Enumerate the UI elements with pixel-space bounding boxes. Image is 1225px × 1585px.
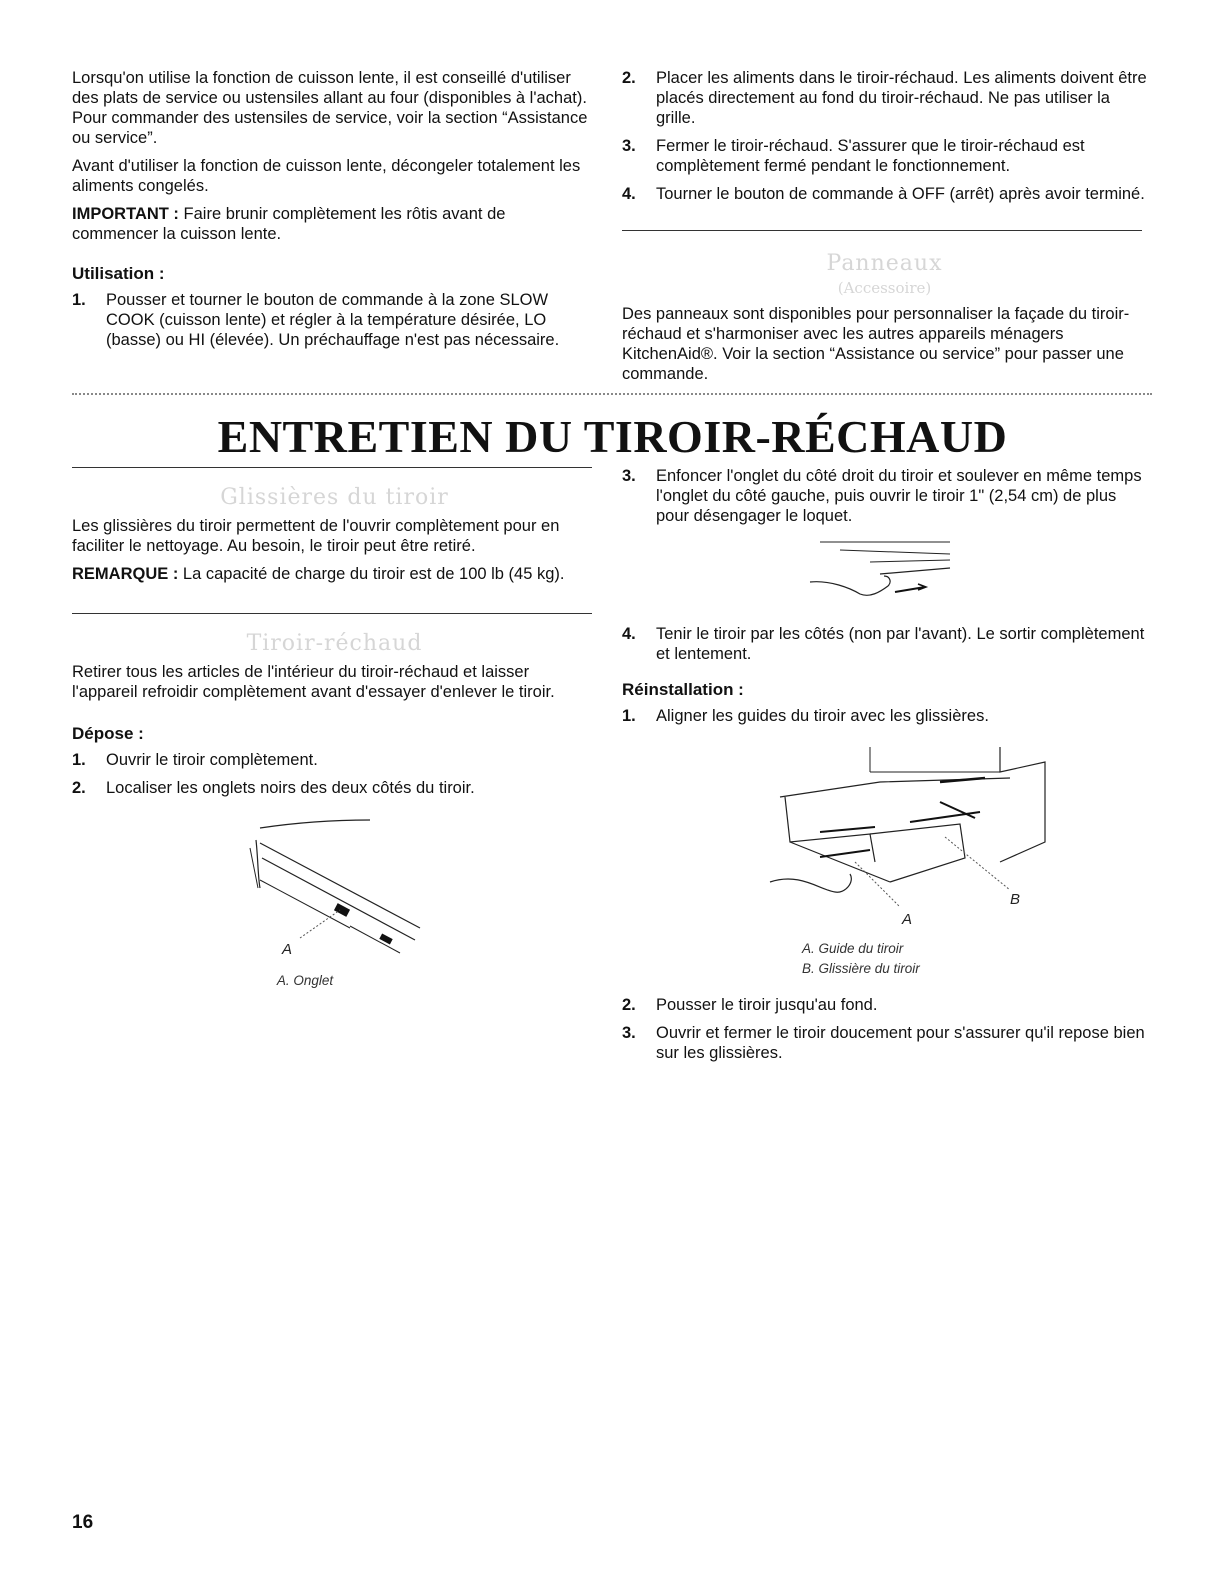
utilisation-heading: Utilisation :	[72, 264, 165, 283]
slide-caption: B. Glissière du tiroir	[802, 961, 920, 976]
depose-steps-cont-2	[622, 624, 1147, 664]
onglet-caption: A. Onglet	[276, 973, 334, 988]
remarque-text: La capacité de charge du tiroir est de 100 lb (45 kg).	[178, 565, 565, 583]
remarque-note	[72, 564, 597, 584]
right-bottom-column-2	[622, 624, 1147, 734]
list-item: 3. Enfoncer l'onglet du côté droit du tiroir et soulever en même temps l'onglet du côté gauche, puis ouvrir le tiroir 1" (2,54 cm) de plus pour désengager le loquet.	[622, 467, 1142, 525]
right-bottom-column-3	[622, 995, 1147, 1071]
list-item: 4. Tourner le bouton de commande à OFF (arrêt) après avoir terminé.	[622, 185, 1145, 203]
depose-heading: Dépose :	[72, 724, 144, 743]
important-note	[72, 204, 592, 244]
list-item: 4. Tenir le tiroir par les côtés (non par l'avant). Le sortir complètement et lentement.	[622, 625, 1145, 663]
list-item: 1. Pousser et tourner le bouton de commande à la zone SLOW COOK (cuisson lente) et régler à la température désirée, LO (basse) ou HI (élevée). Un préchauffage n'est pas nécessaire.	[72, 291, 560, 349]
figure-label-a: A	[282, 941, 293, 958]
right-top-column	[622, 68, 1147, 212]
release-figure	[800, 532, 960, 612]
utilisation-steps-cont	[622, 68, 1147, 204]
reinstall-figure	[760, 742, 1060, 982]
page-number: 16	[72, 1512, 94, 1533]
panneaux-text: Des panneaux sont disponibles pour personnaliser la façade du tiroir-réchaud et s'harmoniser avec les autres appareils ménagers KitchenAid®. Voir la section “Assistance ou service” pour passer une commande.	[622, 305, 1130, 383]
figure-label-b: B	[1010, 891, 1021, 908]
panneaux-title: Panneaux	[826, 251, 943, 276]
onglet-figure	[240, 818, 440, 998]
glissieres-title: Glissières du tiroir	[220, 485, 449, 510]
figure-label-a: A	[902, 911, 913, 928]
section-divider	[72, 393, 1152, 395]
guide-caption: A. Guide du tiroir	[802, 941, 904, 956]
left-top-column	[72, 68, 592, 358]
drawer-tab-illustration	[240, 818, 440, 968]
list-item: 1. Ouvrir le tiroir complètement.	[72, 751, 318, 769]
reinstall-steps	[622, 706, 1147, 726]
important-text: Faire brunir complètement les rôtis avant de commencer la cuisson lente.	[72, 205, 506, 243]
glissieres-text: Les glissières du tiroir permettent de l'ouvrir complètement pour en faciliter le nettoyage. Au besoin, le tiroir peut être retiré.	[72, 517, 560, 555]
list-item: 1. Aligner les guides du tiroir avec les glissières.	[622, 707, 989, 725]
slow-cook-intro: Lorsqu'on utilise la fonction de cuisson lente, il est conseillé d'utiliser des plats de service ou ustensiles allant au four (disponibles à l'achat). Pour commander des ustensiles de service, voir la section “Assistance ou service”.	[72, 69, 588, 147]
important-label: IMPORTANT :	[72, 205, 179, 223]
tiroir-text: Retirer tous les articles de l'intérieur du tiroir-réchaud et laisser l'appareil refroidir complètement avant d'essayer d'enlever le tiroir.	[72, 663, 555, 701]
depose-steps	[72, 750, 597, 798]
divider	[72, 467, 592, 468]
remarque-label: REMARQUE :	[72, 565, 179, 583]
list-item: 2. Pousser le tiroir jusqu'au fond.	[622, 996, 878, 1014]
panneaux-section	[622, 240, 1147, 392]
drawer-guide-illustration	[760, 742, 1060, 932]
list-item: 3. Fermer le tiroir-réchaud. S'assurer que le tiroir-réchaud est complètement fermé pendant le fonctionnement.	[622, 137, 1085, 175]
divider	[72, 613, 592, 614]
reinstall-steps-cont	[622, 995, 1147, 1063]
page-title: ENTRETIEN DU TIROIR-RÉCHAUD	[217, 411, 1008, 462]
thaw-note: Avant d'utiliser la fonction de cuisson lente, décongeler totalement les aliments congelés.	[72, 157, 581, 195]
list-item: 2. Localiser les onglets noirs des deux côtés du tiroir.	[72, 779, 475, 797]
reinstall-heading: Réinstallation :	[622, 680, 744, 699]
list-item: 2. Placer les aliments dans le tiroir-réchaud. Les aliments doivent être placés directement au fond du tiroir-réchaud. Ne pas utiliser la grille.	[622, 69, 1147, 127]
utilisation-steps	[72, 290, 592, 350]
tiroir-section	[72, 620, 597, 806]
depose-steps-cont	[622, 466, 1147, 526]
right-bottom-column	[622, 466, 1147, 534]
glissieres-section	[72, 474, 597, 592]
list-item: 3. Ouvrir et fermer le tiroir doucement pour s'assurer qu'il repose bien sur les glissières.	[622, 1024, 1145, 1062]
divider	[622, 230, 1142, 231]
panneaux-subtitle: (Accessoire)	[837, 279, 932, 297]
tiroir-title: Tiroir-réchaud	[246, 631, 423, 656]
latch-release-illustration	[800, 532, 960, 612]
